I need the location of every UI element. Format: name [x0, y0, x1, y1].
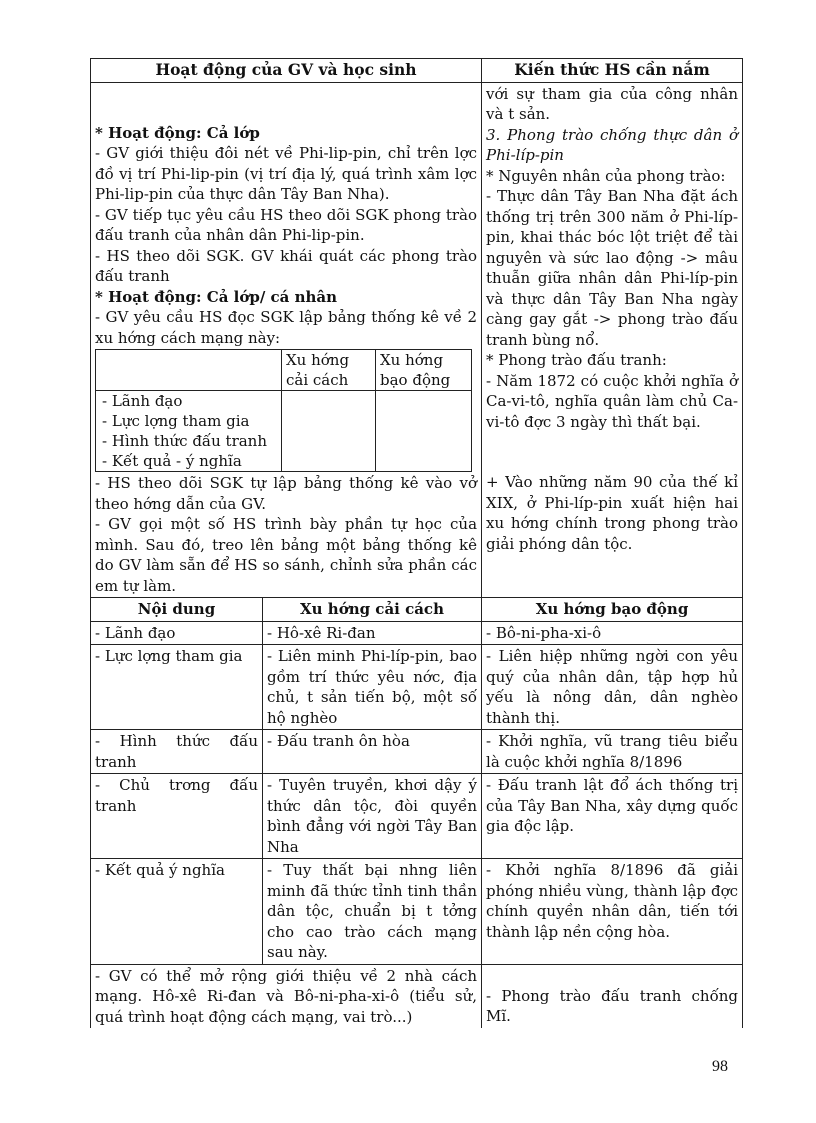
compare-row: [91, 730, 743, 774]
compare-row: [91, 645, 743, 730]
compare-violent: - Bô-ni-pha-xi-ô: [482, 621, 743, 645]
stats-header-violent: Xu hớng bạo động: [376, 350, 472, 391]
trend-text: + Vào những năm 90 của thế kỉ XIX, ở Phi-líp-pin xuất hiện hai xu hớng chính trong phong trào giải phóng dân tộc.: [486, 473, 739, 553]
document-page: [90, 58, 742, 1028]
main-row: [91, 82, 743, 598]
footer-right: [482, 964, 743, 1028]
stats-header-row: [96, 350, 472, 391]
compare-reform: - Đấu tranh ôn hòa: [263, 730, 482, 774]
compare-topic: - Lãnh đạo: [91, 621, 263, 645]
compare-topic: - Kết quả ý nghĩa: [91, 859, 263, 965]
activity2-intro: - GV yêu cầu HS đọc SGK lập bảng thống kê về 2 xu hớng cách mạng này:: [95, 308, 478, 347]
compare-header-topic: Nội dung: [91, 598, 263, 622]
stats-label: - Hình thức đấu tranh: [102, 432, 268, 450]
compare-header-reform: Xu hớng cải cách: [263, 598, 482, 622]
compare-topic: - Chủ trơng đấu tranh: [91, 774, 263, 859]
compare-row: [91, 859, 743, 965]
compare-reform: - Liên minh Phi-líp-pin, bao gồm trí thức yêu nớc, địa chủ, t sản tiến bộ, một số hộ nghèo: [263, 645, 482, 730]
compare-violent: - Khởi nghĩa 8/1896 đã giải phóng nhiều vùng, thành lập đợc chính quyền nhân dân, tiến tới thành lập nền cộng hòa.: [482, 859, 743, 965]
stats-cell-violent: [376, 391, 472, 472]
compare-row: [91, 621, 743, 645]
footer-row: [91, 964, 743, 1028]
stats-header-empty: [96, 350, 282, 391]
stats-cell-reform: [282, 391, 376, 472]
compare-header-row: [91, 598, 743, 622]
spacer: [486, 432, 738, 472]
stats-label: - Lực lợng tham gia: [102, 412, 250, 430]
cause-title: * Nguyên nhân của phong trào:: [486, 166, 726, 185]
stats-row-labels: [96, 391, 282, 472]
activities-cell: [91, 82, 482, 598]
compare-reform: - Hô-xê Ri-đan: [263, 621, 482, 645]
movement-title: * Phong trào đấu tranh:: [486, 351, 667, 369]
footer-left: - GV có thể mở rộng giới thiệu về 2 nhà cách mạng. Hô-xê Ri-đan và Bô-ni-pha-xi-ô (tiểu sử, quá trình hoạt động cách mạng, vai trò...): [91, 964, 482, 1028]
header-activities: Hoạt động của GV và học sinh: [91, 59, 482, 83]
compare-row: [91, 774, 743, 859]
stats-header-reform: Xu hớng cải cách: [282, 350, 376, 391]
knowledge-continuation: với sự tham gia của công nhân và t sản.: [486, 84, 739, 123]
header-row: [91, 59, 743, 83]
stats-table: [95, 349, 472, 472]
activity1-line: - GV tiếp tục yêu cầu HS theo dõi SGK phong trào đấu tranh của nhân dân Phi-lip-pin.: [95, 205, 478, 244]
compare-reform: - Tuyên truyền, khơi dậy ý thức dân tộc, đòi quyền bình đẳng với ngời Tây Ban Nha: [263, 774, 482, 859]
activity1-line: - GV giới thiệu đôi nét về Phi-lip-pin, chỉ trên lợc đồ vị trí Phi-lip-pin (vị trí địa lý, quá trình xâm lợc Phi-lip-pin của thực dân Tây Ban Nha).: [95, 144, 478, 203]
activity2-line: - HS theo dõi SGK tự lập bảng thống kê vào vở theo hớng dẫn của GV.: [95, 474, 478, 513]
compare-reform: - Tuy thất bại nhng liên minh đã thức tỉnh tinh thần dân tộc, chuẩn bị t tởng cho cao trào cách mạng sau này.: [263, 859, 482, 965]
compare-violent: - Đấu tranh lật đổ ách thống trị của Tây Ban Nha, xây dựng quốc gia độc lập.: [482, 774, 743, 859]
compare-header-violent: Xu hớng bạo động: [482, 598, 743, 622]
knowledge-cell: [482, 82, 743, 598]
lesson-table: [90, 58, 743, 1028]
compare-topic: - Lực lợng tham gia: [91, 645, 263, 730]
activity1-line: - HS theo dõi SGK. GV khái quát các phong trào đấu tranh: [95, 246, 478, 285]
movement-text: - Năm 1872 có cuộc khởi nghĩa ở Ca-vi-tô, nghĩa quân làm chủ Ca-vi-tô đợc 3 ngày thì thất bại.: [486, 371, 739, 431]
compare-violent: - Liên hiệp những ngời con yêu quý của nhân dân, tập hợp hủ yếu là nông dân, dân nghèo thành thị.: [482, 645, 743, 730]
header-knowledge: Kiến thức HS cần nắm: [482, 59, 743, 83]
activity1-title: * Hoạt động: Cả lớp: [95, 123, 260, 142]
page-number: 98: [712, 1058, 728, 1075]
compare-violent: - Khởi nghĩa, vũ trang tiêu biểu là cuộc khởi nghĩa 8/1896: [482, 730, 743, 774]
activity2-line: - GV gọi một số HS trình bày phần tự học của mình. Sau đó, treo lên bảng một bảng thống kê do GV làm sẵn để HS so sánh, chỉnh sửa phần các em tự làm.: [95, 515, 478, 595]
activity2-title: * Hoạt động: Cả lớp/ cá nhân: [95, 287, 338, 306]
cause-text: - Thực dân Tây Ban Nha đặt ách thống trị trên 300 năm ở Phi-líp-pin, khai thác bóc lột triệt để tài nguyên và sức lao động -> mâu thuẫn giữa nhân dân Phi-líp-pin và thực dân Tây Ban Nha ngày càng gay gắt -> phong trào đấu tranh bùng nổ.: [486, 187, 739, 349]
section3-title: 3. Phong trào chống thực dân ở Phi-líp-pin: [486, 125, 739, 164]
stats-body-row: [96, 391, 472, 472]
compare-topic: - Hình thức đấu tranh: [91, 730, 263, 774]
stats-label: - Kết quả - ý nghĩa: [102, 452, 242, 470]
footer-right-text: - Phong trào đấu tranh chống Mĩ.: [486, 986, 739, 1025]
stats-label: - Lãnh đạo: [102, 392, 183, 410]
